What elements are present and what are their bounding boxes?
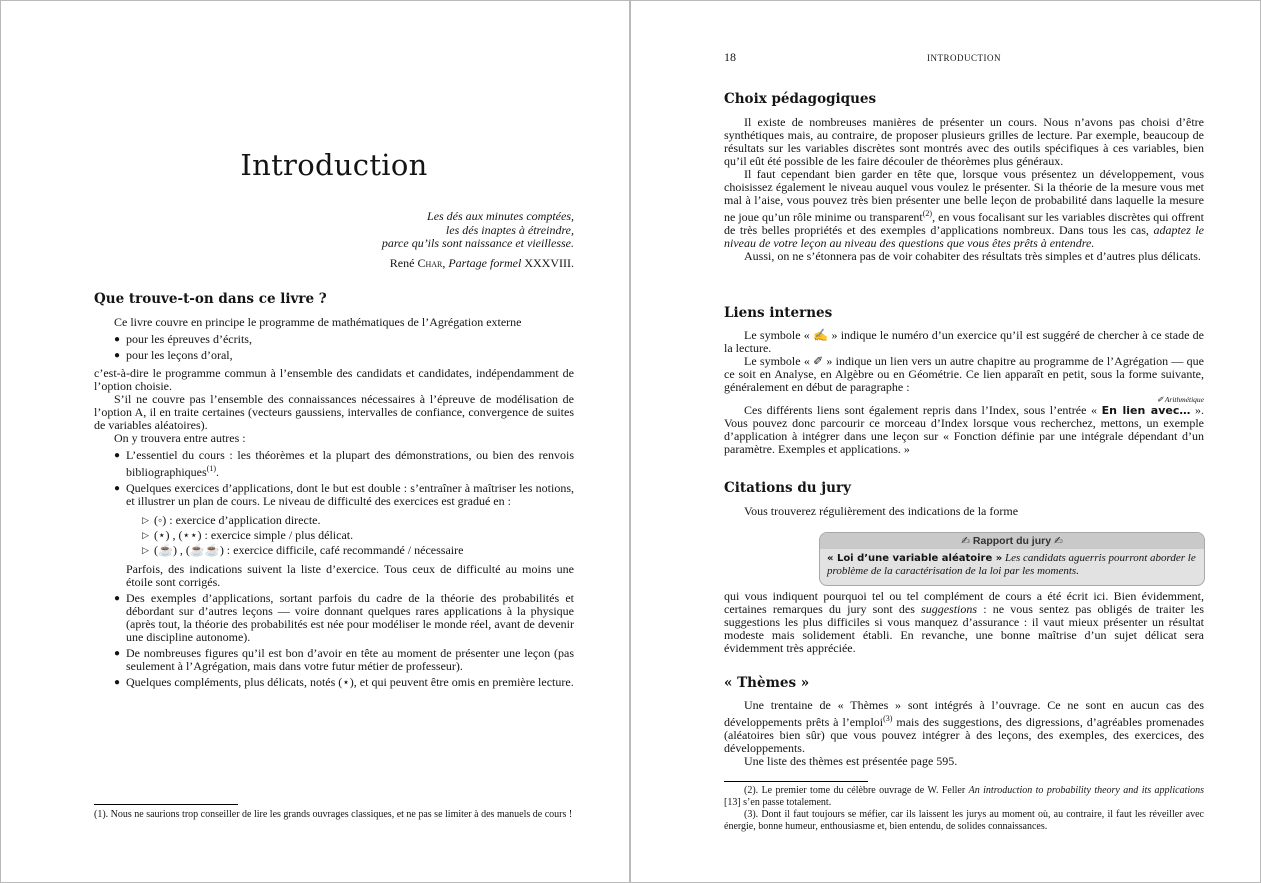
- paragraph: Une trentaine de « Thèmes » sont intégrés à l’ouvrage. Ce ne sont en aucun cas des développements prêts à l’emploi$^{(3)}$ mais des suggestions, des digressions, d’agréables promenades (aléatoires bien sûr) que vous pouvez intégrer à des leçons, des exemples, des exercices, des développements.: [724, 698, 1204, 755]
- triangle-icon: ▷: [142, 545, 149, 555]
- epigraph-line: parce qu’ils sont naissance et vieillesse.: [381, 236, 574, 250]
- list-item: ● L’essentiel du cours : les théorèmes et la plupart des démonstrations, ou bien des renvois bibliographiques$^{(1)}$.: [114, 448, 574, 479]
- list-item: ● pour les épreuves d’écrits,: [114, 332, 252, 346]
- paragraph: c’est-à-dire le programme commun à l’ensemble des candidats et candidates, indépendamment de l’option choisie.: [94, 366, 574, 393]
- paragraph: Le symbole « ✐ » indique un lien vers un autre chapitre au programme de l’Agrégation — que ce soit en Analyse, en Algèbre ou en Géométrie. Ce lien apparaît en petit, sous la forme suivante, généralement en début de paragraphe :: [724, 354, 1204, 394]
- epigraph-line: les dés inaptes à étreindre,: [445, 222, 574, 237]
- section-title: Que trouve-t-on dans ce livre ?: [94, 291, 327, 307]
- jury-report-header: ✍ Rapport du jury ✍: [820, 533, 1204, 549]
- paragraph: Parfois, des indications suivent la liste d’exercice. Tous ceux de difficulté au moins une étoile sont corrigés.: [126, 562, 574, 589]
- epigraph-author-last: Char: [417, 256, 443, 270]
- bullet-icon: ●: [114, 334, 121, 345]
- footnote-rule: [94, 804, 238, 805]
- footnote-ref[interactable]: (1): [206, 464, 216, 473]
- section-title: Citations du jury: [724, 480, 851, 496]
- paragraph: Aussi, on ne s’étonnera pas de voir cohabiter des résultats très simples et d’autres plus délicats.: [744, 249, 1201, 263]
- left-page: [0, 0, 630, 883]
- paragraph: qui vous indiquent pourquoi tel ou tel complément de cours a été écrit ici. Bien évidemment, certaines remarques du jury sont des suggestions : ne vous sentez pas obligés de traiter les suggestions les plus difficiles si vous manquez d’assurance : il vaut mieux présenter un résultat modeste mais solidement établi. En revanche, une bonne maîtrise d’un sujet délicat sera évidemment très appréciée.: [724, 589, 1204, 655]
- paragraph: Ce livre couvre en principe le programme de mathématiques de l’Agrégation externe: [114, 315, 522, 329]
- paragraph: Il faut cependant bien garder en tête que, lorsque vous présentez un développement, vous choisissez également le niveau auquel vous voulez le présenter. Si la théorie de la mesure vous met mal à l’aise, vous pouvez très bien présenter une belle leçon de probabilité dans laquelle la mesure ne joue qu’un rôle minime ou transparent$^{(2)}$, en vous focalisant sur les variables discrètes qui offrent de très belles propriétés et des exemples d’applications nombreux. Dans tous les cas, adaptez le niveau de votre leçon au niveau des questions que vous êtes prêts à entendre.: [724, 167, 1205, 250]
- paragraph: Le symbole « ✍ » indique le numéro d’un exercice qu’il est suggéré de chercher à ce stade de la lecture.: [724, 328, 1204, 355]
- section-title: Choix pédagogiques: [724, 91, 877, 107]
- bullet-icon: ●: [114, 677, 121, 688]
- paragraph: Vous trouverez régulièrement des indications de la forme: [744, 504, 1019, 518]
- footnote: (1). Nous ne saurions trop conseiller de lire les grands ouvrages classiques, et ne pas se limiter à des manuels de cours !: [94, 809, 573, 820]
- level-item: ▷ (☕) , (☕☕) : exercice difficile, café recommandé / nécessaire: [142, 543, 464, 557]
- paragraph: On y trouvera entre autres :: [114, 431, 246, 445]
- content-list: [94, 449, 574, 689]
- footnote-ref[interactable]: (2): [922, 209, 933, 218]
- epigraph-work: Partage formel: [448, 256, 522, 270]
- page-number: 18: [724, 50, 736, 64]
- section-body: [724, 329, 1204, 456]
- jury-report-box: [819, 532, 1205, 586]
- list-item: ● Quelques compléments, plus délicats, notés (⋆), et qui peuvent être omis en première lecture.: [114, 675, 574, 689]
- epigraph-number: XXXVIII.: [521, 256, 574, 270]
- paragraph: S’il ne couvre pas l’ensemble des connaissances nécessaires à l’épreuve de modélisation de l’option A, il en traite certaines (vecteurs gaussiens, intervalles de confiance, convergence de suites de variables aléatoires).: [94, 392, 574, 432]
- paragraph: Ces différents liens sont également repris dans l’Index, sous l’entrée « En lien avec… ». Vous pouvez donc parcourir ce morceau d’Index lorsque vous recherchez, mettons, un exemple d’application à intégrer dans une leçon sur « Fonction définie par une intégrale dépendant d’un paramètre. Exemples et applications. »: [724, 403, 1204, 456]
- running-head: INTRODUCTION: [927, 53, 1001, 63]
- jury-report-body: « Loi d’une variable aléatoire » Les candidats aguerris pourront aborder le problème de la caractérisation de la loi par les moments.: [827, 552, 1196, 577]
- section-body: [724, 116, 1204, 263]
- triangle-icon: ▷: [142, 515, 149, 525]
- section-body: [94, 316, 574, 689]
- list-item: ● Quelques exercices d’applications, dont le but est double : s’entraîner à maîtriser les notions, et illustrer un plan de cours. Le niveau de difficulté des exercices est gradué en : ▷ (◦) : exercice d’application directe. ▷ (⋆) , (⋆⋆) : exercice simple / plus délicat. ▷ (☕) , (☕☕) : exercice difficile, café recommandé / nécessaire Parfois, des indications suivent la liste d’exercice. Tous ceux de difficulté au moins une étoile sont corrigés.: [114, 481, 574, 589]
- list: [94, 333, 574, 362]
- footnote-rule: [724, 781, 868, 782]
- level-item: ▷ (◦) : exercice d’application directe.: [142, 513, 321, 527]
- triangle-icon: ▷: [142, 530, 149, 540]
- bullet-icon: ●: [114, 350, 121, 361]
- chapter-title: Introduction: [240, 148, 428, 182]
- section-title: « Thèmes »: [724, 675, 810, 691]
- level-item: ▷ (⋆) , (⋆⋆) : exercice simple / plus délicat.: [142, 528, 354, 542]
- margin-link-example: ✐ Arithmétique: [1156, 395, 1204, 404]
- bullet-icon: ●: [114, 648, 121, 659]
- right-page: [630, 0, 1261, 883]
- difficulty-levels: [142, 513, 574, 558]
- footnote: (3). Dont il faut toujours se méfier, car ils laissent les jurys au moment où, au contraire, il faut les réveiller avec énergie, bonne humeur, enthousiasme et, bien entendu, de solides connaissances.: [724, 809, 1204, 832]
- footnote-ref[interactable]: (3): [883, 714, 893, 723]
- epigraph-author-first: René: [389, 256, 418, 270]
- section-body: [724, 699, 1204, 768]
- list-item: ● De nombreuses figures qu’il est bon d’avoir en tête au moment de présenter une leçon (pas seulement à l’Agrégation, mais dans votre futur métier de professeur).: [114, 646, 574, 673]
- section-title: Liens internes: [724, 305, 833, 321]
- bullet-icon: ●: [114, 483, 121, 494]
- paragraph: Il existe de nombreuses manières de présenter un cours. Nous n’avons pas choisi d’être synthétiques mais, au contraire, de proposer plusieurs grilles de lecture. Par exemple, beaucoup de résultats sur les variables discrètes sont montrés avec des outils spécifiques à ces variables, bien qu’il eût été possible de les faire découler de théorèmes plus généraux.: [724, 115, 1204, 168]
- footnotes: [724, 785, 1204, 833]
- epigraph-line: Les dés aux minutes comptées,: [427, 209, 574, 223]
- list-item: ● pour les leçons d’oral,: [114, 348, 233, 362]
- footnote: (2). Le premier tome du célèbre ouvrage de W. Feller An introduction to probability theory and its applications [13] s’en passe totalement.: [724, 785, 1204, 808]
- epigraph-attribution: René Char, Partage formel XXXVIII.: [389, 256, 574, 270]
- epigraph: [251, 210, 574, 251]
- list-item: ● Des exemples d’applications, sortant parfois du cadre de la théorie des probabilités et débordant sur d’autres leçons — voire donnant quelques rares applications à la physique (après tout, la théorie des probabilités est née pour modéliser le monde réel, avant de devenir une discipline autonome).: [114, 591, 574, 644]
- bullet-icon: ●: [114, 450, 121, 461]
- paragraph: Une liste des thèmes est présentée page 595.: [744, 754, 958, 768]
- bullet-icon: ●: [114, 593, 121, 604]
